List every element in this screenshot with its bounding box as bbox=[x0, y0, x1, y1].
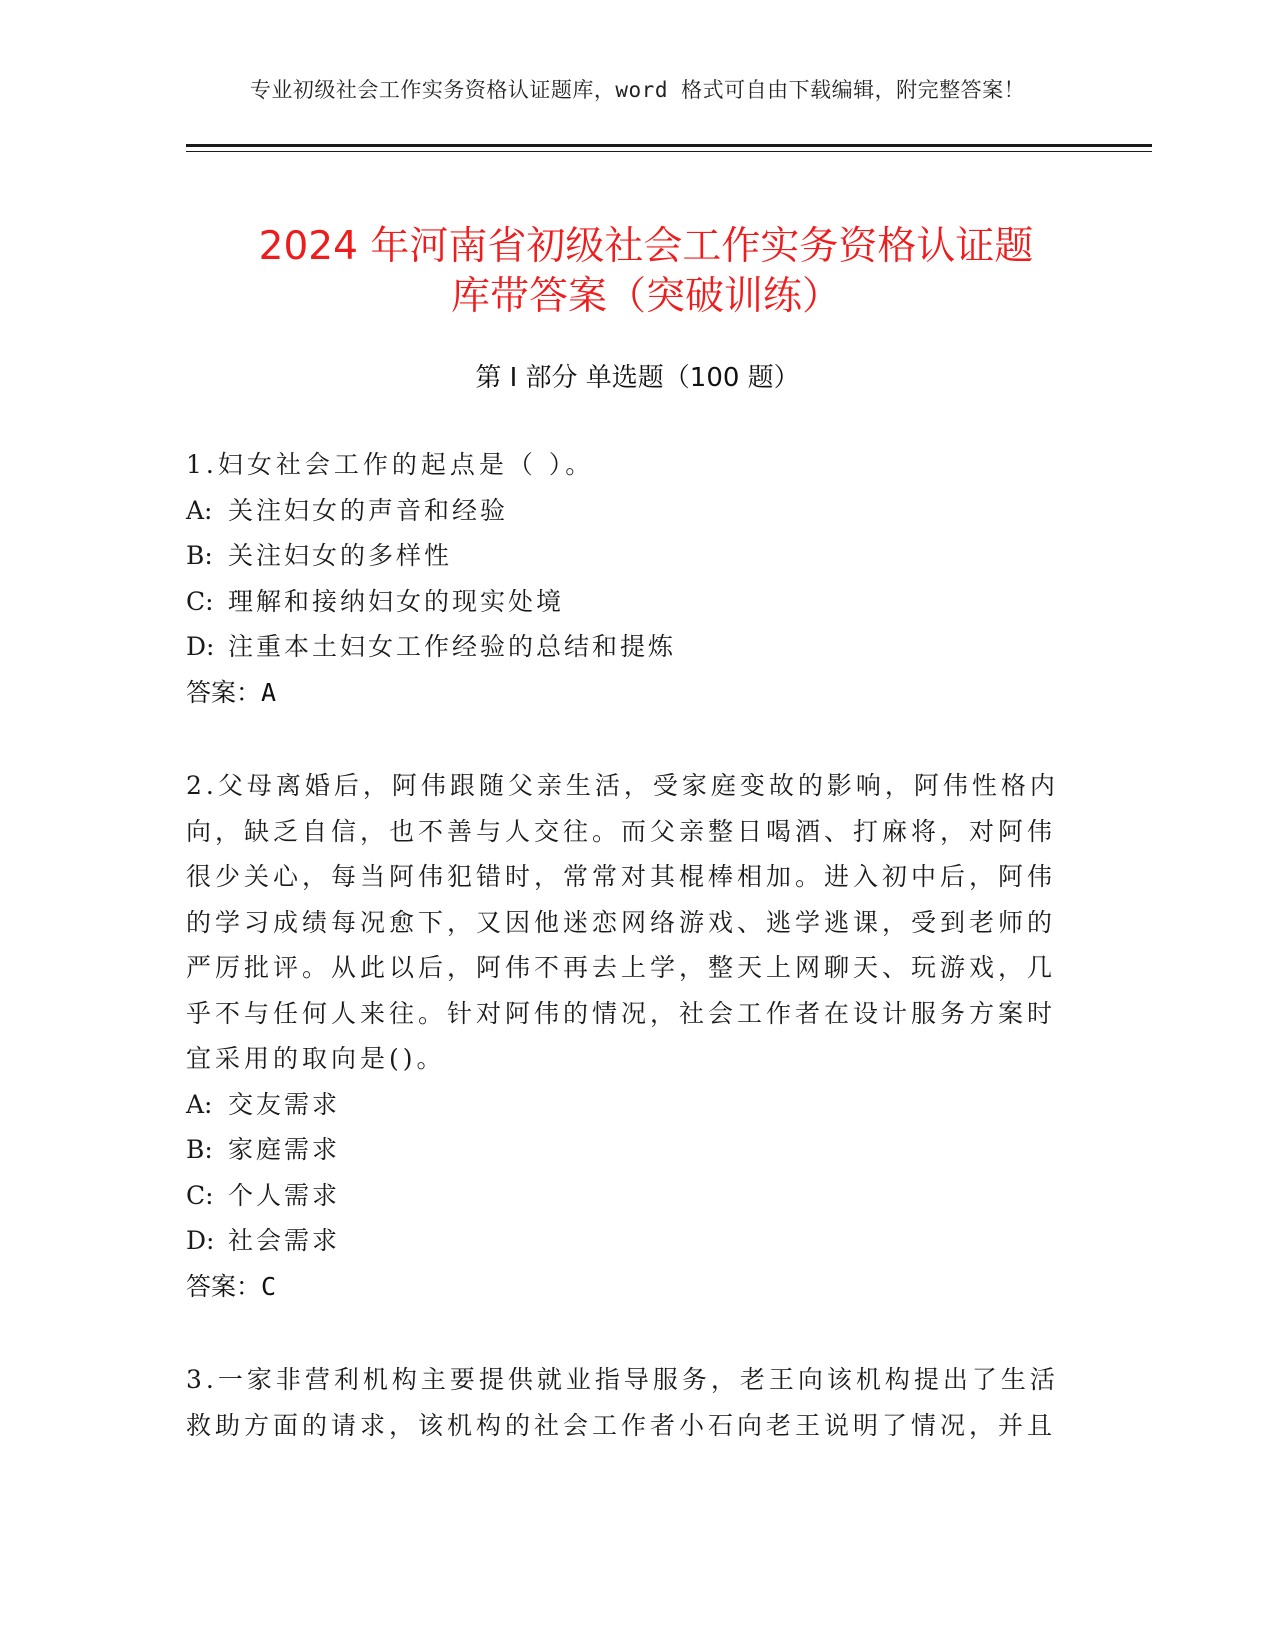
question-stem-line: 3.一家非营利机构主要提供就业指导服务，老王向该机构提出了生活 bbox=[186, 1365, 1059, 1394]
option-text: 家庭需求 bbox=[228, 1135, 341, 1164]
option-b bbox=[186, 1127, 1056, 1173]
answer-value: C bbox=[261, 1271, 277, 1301]
question-stem-line: 2.父母离婚后，阿伟跟随父亲生活，受家庭变故的影响，阿伟性格内 bbox=[186, 771, 1059, 800]
answer bbox=[186, 1264, 1056, 1310]
answer-label: 答案： bbox=[186, 677, 262, 707]
option-letter: D: bbox=[186, 632, 215, 661]
question-stem-line: 救助方面的请求，该机构的社会工作者小石向老王说明了情况，并且 bbox=[186, 1410, 1057, 1440]
option-text: 交友需求 bbox=[228, 1089, 341, 1119]
answer bbox=[186, 670, 1056, 716]
option-text: 关注妇女的声音和经验 bbox=[228, 495, 509, 525]
question-list bbox=[186, 442, 1059, 1496]
section-heading: 第 I 部分 单选题（100 题） bbox=[475, 363, 800, 393]
question-stem-line: 的学习成绩每况愈下，又因他迷恋网络游戏、逃学逃课，受到老师的 bbox=[186, 907, 1057, 937]
option-d bbox=[186, 1218, 1056, 1264]
question-stem bbox=[186, 442, 1056, 488]
option-text: 注重本土妇女工作经验的总结和提炼 bbox=[228, 632, 677, 661]
option-letter: A: bbox=[186, 495, 213, 525]
option-text: 社会需求 bbox=[228, 1226, 341, 1255]
page-header: 专业初级社会工作实务资格认证题库，word 格式可自由下载编辑，附完整答案！ bbox=[249, 78, 1026, 102]
option-b bbox=[186, 533, 1056, 579]
option-a bbox=[186, 488, 1056, 534]
option-c bbox=[186, 579, 1056, 625]
question-stem bbox=[186, 763, 1059, 1082]
option-letter: C: bbox=[186, 1180, 214, 1210]
option-letter: C: bbox=[186, 586, 214, 616]
question-2 bbox=[186, 763, 1059, 1309]
option-d bbox=[186, 624, 1056, 670]
option-letter: A: bbox=[186, 1089, 213, 1119]
option-letter: D: bbox=[186, 1226, 215, 1255]
question-stem-line: 宜采用的取向是()。 bbox=[186, 1044, 446, 1073]
answer-value: A bbox=[261, 677, 277, 707]
option-text: 理解和接纳妇女的现实处境 bbox=[228, 586, 565, 616]
option-letter: B: bbox=[186, 541, 213, 570]
option-a bbox=[186, 1082, 1056, 1128]
document-title-line-2: 库带答案（突破训练） bbox=[450, 274, 841, 320]
question-stem-line: 乎不与任何人来往。针对阿伟的情况，社会工作者在设计服务方案时 bbox=[186, 998, 1057, 1028]
option-text: 关注妇女的多样性 bbox=[228, 541, 453, 570]
question-stem-line: 很少关心，每当阿伟犯错时，常常对其棍棒相加。进入初中后，阿伟 bbox=[186, 862, 1057, 891]
answer-label: 答案： bbox=[186, 1271, 262, 1301]
option-text: 个人需求 bbox=[228, 1180, 341, 1210]
question-1 bbox=[186, 442, 1056, 715]
question-3 bbox=[186, 1357, 1059, 1448]
document-title-line-1: 2024 年河南省初级社会工作实务资格认证题 bbox=[258, 224, 1034, 270]
question-stem-line: 1.妇女社会工作的起点是（ ）。 bbox=[186, 450, 595, 479]
option-c bbox=[186, 1173, 1056, 1219]
header-rule-thick bbox=[186, 144, 1152, 147]
question-stem bbox=[186, 1357, 1059, 1448]
header-rule-thin bbox=[186, 151, 1152, 152]
option-letter: B: bbox=[186, 1135, 213, 1164]
question-stem-line: 严厉批评。从此以后，阿伟不再去上学，整天上网聊天、玩游戏，几 bbox=[186, 953, 1057, 982]
document-title bbox=[186, 222, 1106, 322]
question-stem-line: 向，缺乏自信，也不善与人交往。而父亲整日喝酒、打麻将，对阿伟 bbox=[186, 816, 1057, 846]
